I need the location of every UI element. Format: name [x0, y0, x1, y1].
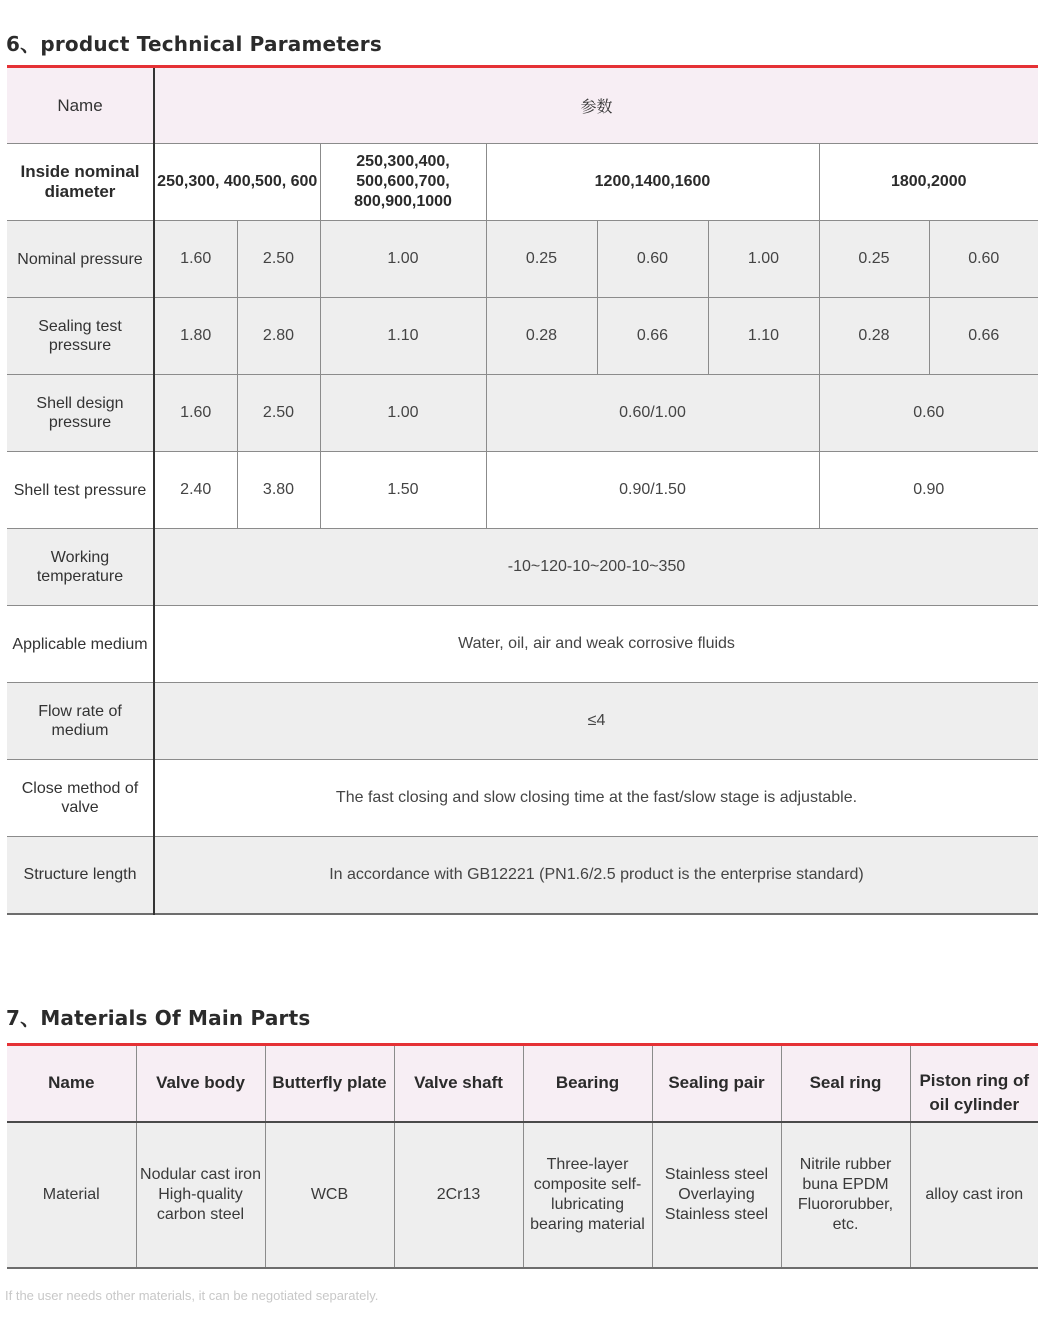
table-row [7, 683, 1038, 760]
section-title-technical-parameters: 6、product Technical Parameters [6, 32, 382, 56]
row-label: Applicable medium [7, 606, 154, 683]
table-cell: 0.28 [486, 298, 597, 375]
header-cell: Valve body [136, 1045, 265, 1122]
table-row [7, 529, 1038, 606]
row-label: Working temperature [7, 529, 154, 606]
table-cell: 0.60 [929, 221, 1038, 298]
row-label: Inside nominal diameter [7, 144, 154, 221]
header-params: 参数 [154, 67, 1038, 144]
header-cell: Name [48, 1073, 95, 1093]
header-name: Name [7, 67, 154, 144]
table-row [7, 837, 1038, 914]
table-cell: Three-layer composite self-lubricating bearing material [523, 1122, 652, 1268]
table-row [7, 298, 1038, 375]
table-cell: 1800,2000 [819, 144, 1038, 221]
table-cell: 1.00 [320, 375, 486, 452]
table-cell: In accordance with GB12221 (PN1.6/2.5 product is the enterprise standard) [154, 837, 1038, 914]
section-title-materials: 7、Materials Of Main Parts [6, 1006, 311, 1030]
table-cell: 2.80 [237, 298, 320, 375]
table-cell: 250,300,400, 500,600,700, 800,900,1000 [320, 144, 486, 221]
table-cell: The fast closing and slow closing time at the fast/slow stage is adjustable. [154, 760, 1038, 837]
table-row [7, 221, 1038, 298]
table-row [7, 606, 1038, 683]
table-cell: 0.60/1.00 [486, 375, 819, 452]
table-cell: 1.60 [154, 221, 237, 298]
header-cell: Piston ring of oil cylinder [910, 1045, 1038, 1122]
header-cell: Bearing [523, 1045, 652, 1122]
table-cell: 2.50 [237, 375, 320, 452]
table-cell: Water, oil, air and weak corrosive fluids [154, 606, 1038, 683]
table-cell: 1.00 [320, 221, 486, 298]
table-cell: 1.80 [154, 298, 237, 375]
table-header-row [7, 1045, 1038, 1122]
table-cell: 0.90/1.50 [486, 452, 819, 529]
table-cell: 0.90 [819, 452, 1038, 529]
table-cell: 1200,1400,1600 [486, 144, 819, 221]
header-cell: Butterfly plate [265, 1045, 394, 1122]
table-cell: 2Cr13 [394, 1122, 523, 1268]
table-cell: 2.50 [237, 221, 320, 298]
table-row [7, 760, 1038, 837]
row-label: Shell design pressure [7, 375, 154, 452]
table-header-row [7, 67, 1038, 144]
row-label: Shell test pressure [7, 452, 154, 529]
table-cell: alloy cast iron [910, 1122, 1038, 1268]
table-cell: 0.66 [597, 298, 708, 375]
table-cell: Stainless steel Overlaying Stainless steel [652, 1122, 781, 1268]
table-row [7, 144, 1038, 221]
row-label: Flow rate of medium [7, 683, 154, 760]
table-cell: 2.40 [154, 452, 237, 529]
table-cell: 1.10 [708, 298, 819, 375]
table-cell: Nitrile rubber buna EPDM Fluororubber, etc. [781, 1122, 910, 1268]
technical-parameters-table [7, 65, 1038, 915]
table-row [7, 1122, 1038, 1268]
table-cell: 1.10 [320, 298, 486, 375]
table-cell: 0.25 [819, 221, 929, 298]
table-cell: 0.60 [819, 375, 1038, 452]
header-cell: Sealing pair [652, 1045, 781, 1122]
materials-table [7, 1043, 1038, 1269]
table-row [7, 452, 1038, 529]
table-cell: -10~120-10~200-10~350 [154, 529, 1038, 606]
table-cell: 250,300, 400,500, 600 [154, 144, 320, 221]
table-cell: 0.28 [819, 298, 929, 375]
table-cell: 3.80 [237, 452, 320, 529]
table-cell: 1.00 [708, 221, 819, 298]
table-cell: Material [7, 1122, 136, 1268]
table-cell: 0.60 [597, 221, 708, 298]
row-label: Sealing test pressure [7, 298, 154, 375]
header-cell: Seal ring [781, 1045, 910, 1122]
table-cell: 1.50 [320, 452, 486, 529]
table-cell: 0.66 [929, 298, 1038, 375]
row-label: Nominal pressure [7, 221, 154, 298]
row-label: Close method of valve [7, 760, 154, 837]
table-cell: Nodular cast iron High-quality carbon steel [136, 1122, 265, 1268]
table-cell: 0.25 [486, 221, 597, 298]
row-label: Structure length [7, 837, 154, 914]
table-cell: ≤4 [154, 683, 1038, 760]
table-row [7, 375, 1038, 452]
footnote: If the user needs other materials, it can be negotiated separately. [5, 1288, 379, 1303]
table-cell: 1.60 [154, 375, 237, 452]
table-cell: WCB [265, 1122, 394, 1268]
header-cell: Valve shaft [394, 1045, 523, 1122]
